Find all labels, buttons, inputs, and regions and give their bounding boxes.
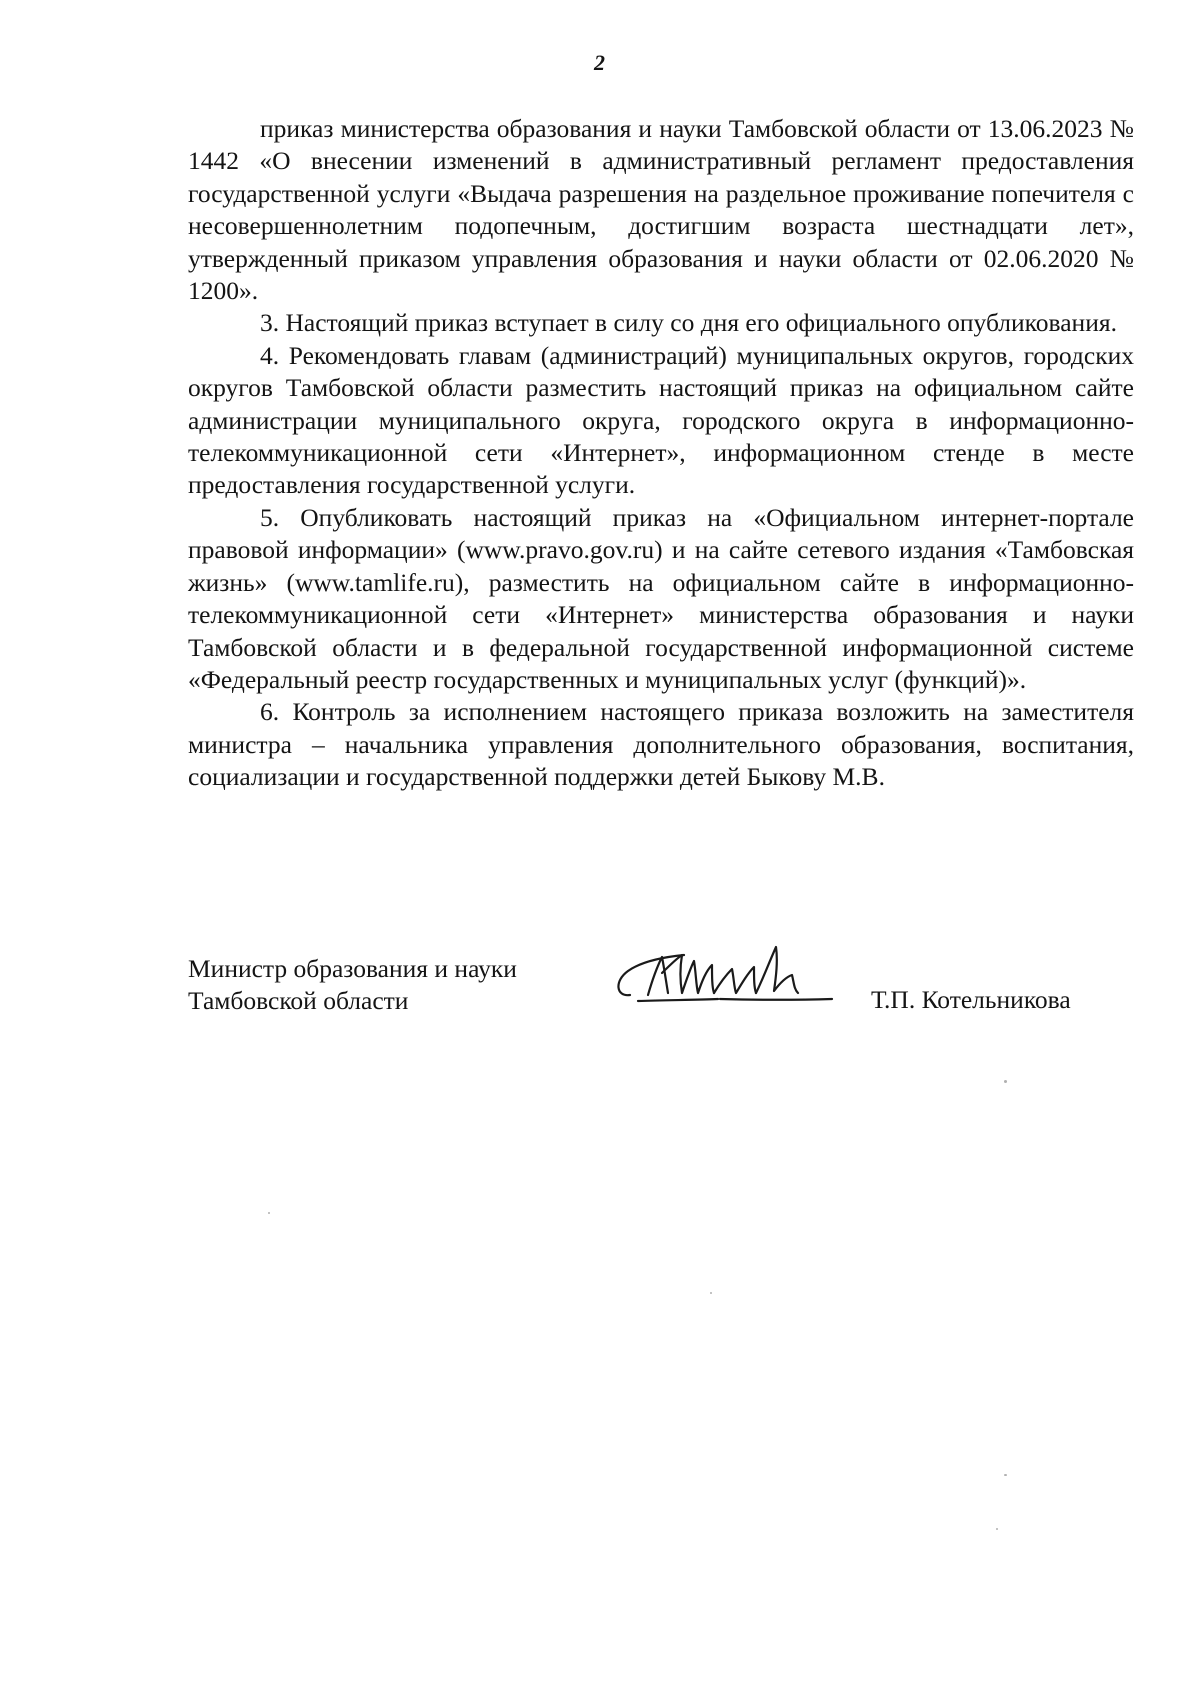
paragraph-item-3: 3. Настоящий приказ вступает в силу со дня его официального опубликования. bbox=[260, 308, 1117, 338]
paragraph-previous-order: приказ министерства образования и науки Тамбовской области от 13.06.2023 № 1442 «О внесении изменений в административный регламент предоставления государственной услуги «Выдача разрешения на раздельное проживание попечителя с несовершеннолетним подопечным, достигшим возраста шестнадцати лет», утвержденный приказом управления образования и науки области от 02.06.2020 № 1200». bbox=[188, 114, 1134, 306]
scan-speck bbox=[710, 1292, 712, 1294]
signer-name: Т.П. Котельникова bbox=[871, 985, 1071, 1014]
signer-position-line-2: Тамбовской области bbox=[188, 986, 409, 1016]
scan-speck bbox=[1004, 1080, 1007, 1083]
paragraph-item-6: 6. Контроль за исполнением настоящего приказа возложить на заместителя министра – начальника управления дополнительного образования, воспитания, социализации и государственной поддержки детей Быкову М.В. bbox=[188, 697, 1134, 792]
signature-block bbox=[188, 953, 1134, 1033]
scan-speck bbox=[996, 1528, 998, 1530]
page-number: 2 bbox=[594, 50, 606, 75]
paragraph-item-4: 4. Рекомендовать главам (администраций) муниципальных округов, городских округов Тамбовской области разместить настоящий приказ на официальном сайте администрации муниципального округа, городского округа в информационно-телекоммуникационной сети «Интернет», информационном стенде в месте предоставления государственной услуги. bbox=[188, 340, 1134, 500]
paragraph-item-5: 5. Опубликовать настоящий приказ на «Официальном интернет-портале правовой информации» (www.pravo.gov.ru) и на сайте сетевого издания «Тамбовская жизнь» (www.tamlife.ru), разместить на официальном сайте в информационно-телекоммуникационной сети «Интернет» министерства образования и науки Тамбовской области и в федеральной государственной информационной системе «Федеральный реестр государственных и муниципальных услуг (функций)». bbox=[188, 502, 1134, 694]
signer-position-line-1: Министр образования и науки bbox=[188, 954, 517, 983]
scan-speck bbox=[268, 1212, 270, 1214]
scan-speck bbox=[1004, 1474, 1007, 1476]
signer-position bbox=[188, 953, 608, 1018]
handwritten-signature bbox=[608, 937, 838, 1017]
document-body bbox=[188, 113, 1134, 794]
